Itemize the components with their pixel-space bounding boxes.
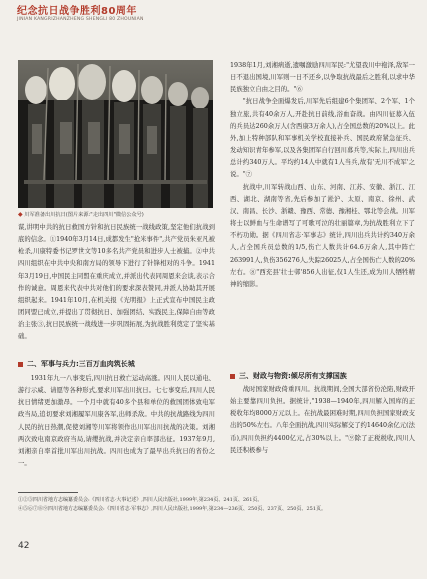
caption-bullet-icon: ◆ — [18, 211, 23, 218]
section-marker-icon — [18, 362, 23, 367]
paragraph: 抗战中,川军转战山西、山东、河南、江苏、安徽、浙江、江西、湖北、湖南等省,先后参加了淞沪、太原、南京、徐州、武汉、南昌、长沙、浙赣、豫西、常德、豫湘桂、鄂北等会战。川军将士以鲜血与生命谱写了可歌可泣的壮丽篇章,为抗战胜利立下了不朽功勋。据《四川省志·军事志》统计,四川出兵共计约340万余人,占全国兵员总数的1/5,伤亡人数共计64.6万余人,其中阵亡263991人,负伤356276人,失踪26025人,占全国伤亡人数的20%左右。⑧"西充县'壮士邨'856人出征,仅1人生还,成为川人牺牲精神的缩影。 — [230, 183, 415, 288]
header-pinyin: JINIAN KANGRIZHANZHENG SHENGLI 80 ZHOUNIAN — [17, 17, 144, 22]
header-title: 纪念抗日战争胜利80周年 — [17, 6, 137, 17]
right-column-upper — [230, 60, 415, 291]
footnotes — [18, 496, 413, 514]
paragraph: "抗日战争全面爆发后,川军先后组建6个集团军、2个军、1个独立旅,共有40余万人,开赴抗日前线,浴血奋战。由四川征募入伍的兵员达260余万人(含西康3万余人),占全国总数的20%以上。此外,加上特种部队和军事机关学校直接补兵、国民政府紧急征兵、发动知识青年参军,以及各集团军自行回川募兵等,实际上,四川出兵总计约340万人。平均约14人中就有1人当兵,故有'无川不成军'之说。"⑦ — [230, 98, 415, 179]
caption-text: 川军准备出川抗日(图片来源:"走出四川"微信公众号) — [24, 212, 144, 218]
page-number: 42 — [18, 541, 30, 551]
section-marker-icon — [230, 374, 235, 379]
section-heading-text: 三、财政与物资:倾尽所有支撑国族 — [239, 372, 347, 380]
footnote: ①②③四川省地方志编纂委员会:《四川省志·大事记述》,四川人民出版社,1999年,第234页、241页、261页。 — [18, 497, 263, 503]
paragraph: 1938年1月,刘湘病逝,遗嘱激励四川军民:"尤望我川中袍泽,敌军一日不退出国境,川军则一日不还乡,以争取抗战最后之胜利,以求中华民族独立自由之目的。"⑥ — [230, 62, 415, 94]
historical-photo — [18, 60, 213, 208]
left-column-lower — [18, 373, 215, 470]
soldiers-photo-illustration — [18, 60, 213, 208]
footnote-divider — [18, 492, 78, 493]
paragraph: 战时国家财政倚重四川。抗战期间,全国大部省份沦陷,财政开始主要靠四川负担。据统计,"1938—1940年,四川解入国库的正税收年均8000万元以上。在抗战最困难时期,四川负担国家财政支出的50%左右。八年全面抗战,四川实际解交了约14640余亿元(法币),四川负担约4400亿元,占30%以上。"⑨除了正税税收,四川人民还积极参与 — [230, 386, 415, 454]
section-heading-military — [18, 359, 135, 369]
right-column-lower — [230, 384, 415, 457]
paragraph: 谋,讲明中共的抗日救国方针和抗日民族统一战线政策,坚定他们抗战到底的信念。①1940年3月14日,成都发生"抢米事件",共产党员朱亚凡被枪杀,川康特委书记罗世文等10多名共产党员和进步人士被捕。②中共四川组织在中共中央和南方局的领导下进行了针锋相对的斗争。1941年3月19日,中国民主同盟在重庆成立,并派出代表同周恩来会谈,表示合作的诚意。周恩来代表中共对他们的要求深表赞同,并派人协助其开展组织起来。1941年10月,在机关报《光明报》上正式宣布中国民主政团同盟已成立,并提出了贯彻抗日、加强团结、实践民主,保障自由等政治主张③,抗日民族统一战线进一步巩固拓展,为抗战胜利奠定了坚实基础。 — [18, 224, 215, 341]
left-column-upper — [18, 222, 215, 344]
photo-caption — [18, 211, 218, 219]
running-header — [17, 6, 144, 23]
paragraph: 1931年九一八事变后,四川抗日救亡运动高涨。四川人民以通电、游行示威、请愿等各种形式,要求川军出川抗日。七七事变后,四川人民抗日情绪更加激昂。一个月中就有40多个县和单位的救国团体致电军政当局,追切要求刘湘履军川康各军,出师杀敌。中共的抗战路线为四川人民的抗日热潮,促使刘湘等川军将领作出川军出川抗战的决策。刘湘两次致电南京政府当局,请缨抗战,并决定亲自率部出征。1937年9月,刘湘亲自率首批川军出川抗战。四川也成为了最早出兵抗日的省份之一。 — [18, 375, 215, 468]
section-heading-text: 二、军事与兵力:三百万血肉筑长城 — [27, 360, 135, 368]
section-heading-finance — [230, 371, 347, 381]
footnote: ④⑤⑥⑦⑧⑨四川省地方志编纂委员会:《四川省志·军事志》,四川人民出版社,1999年,第234—236页、250页、237页、250页、251页。 — [18, 506, 327, 512]
